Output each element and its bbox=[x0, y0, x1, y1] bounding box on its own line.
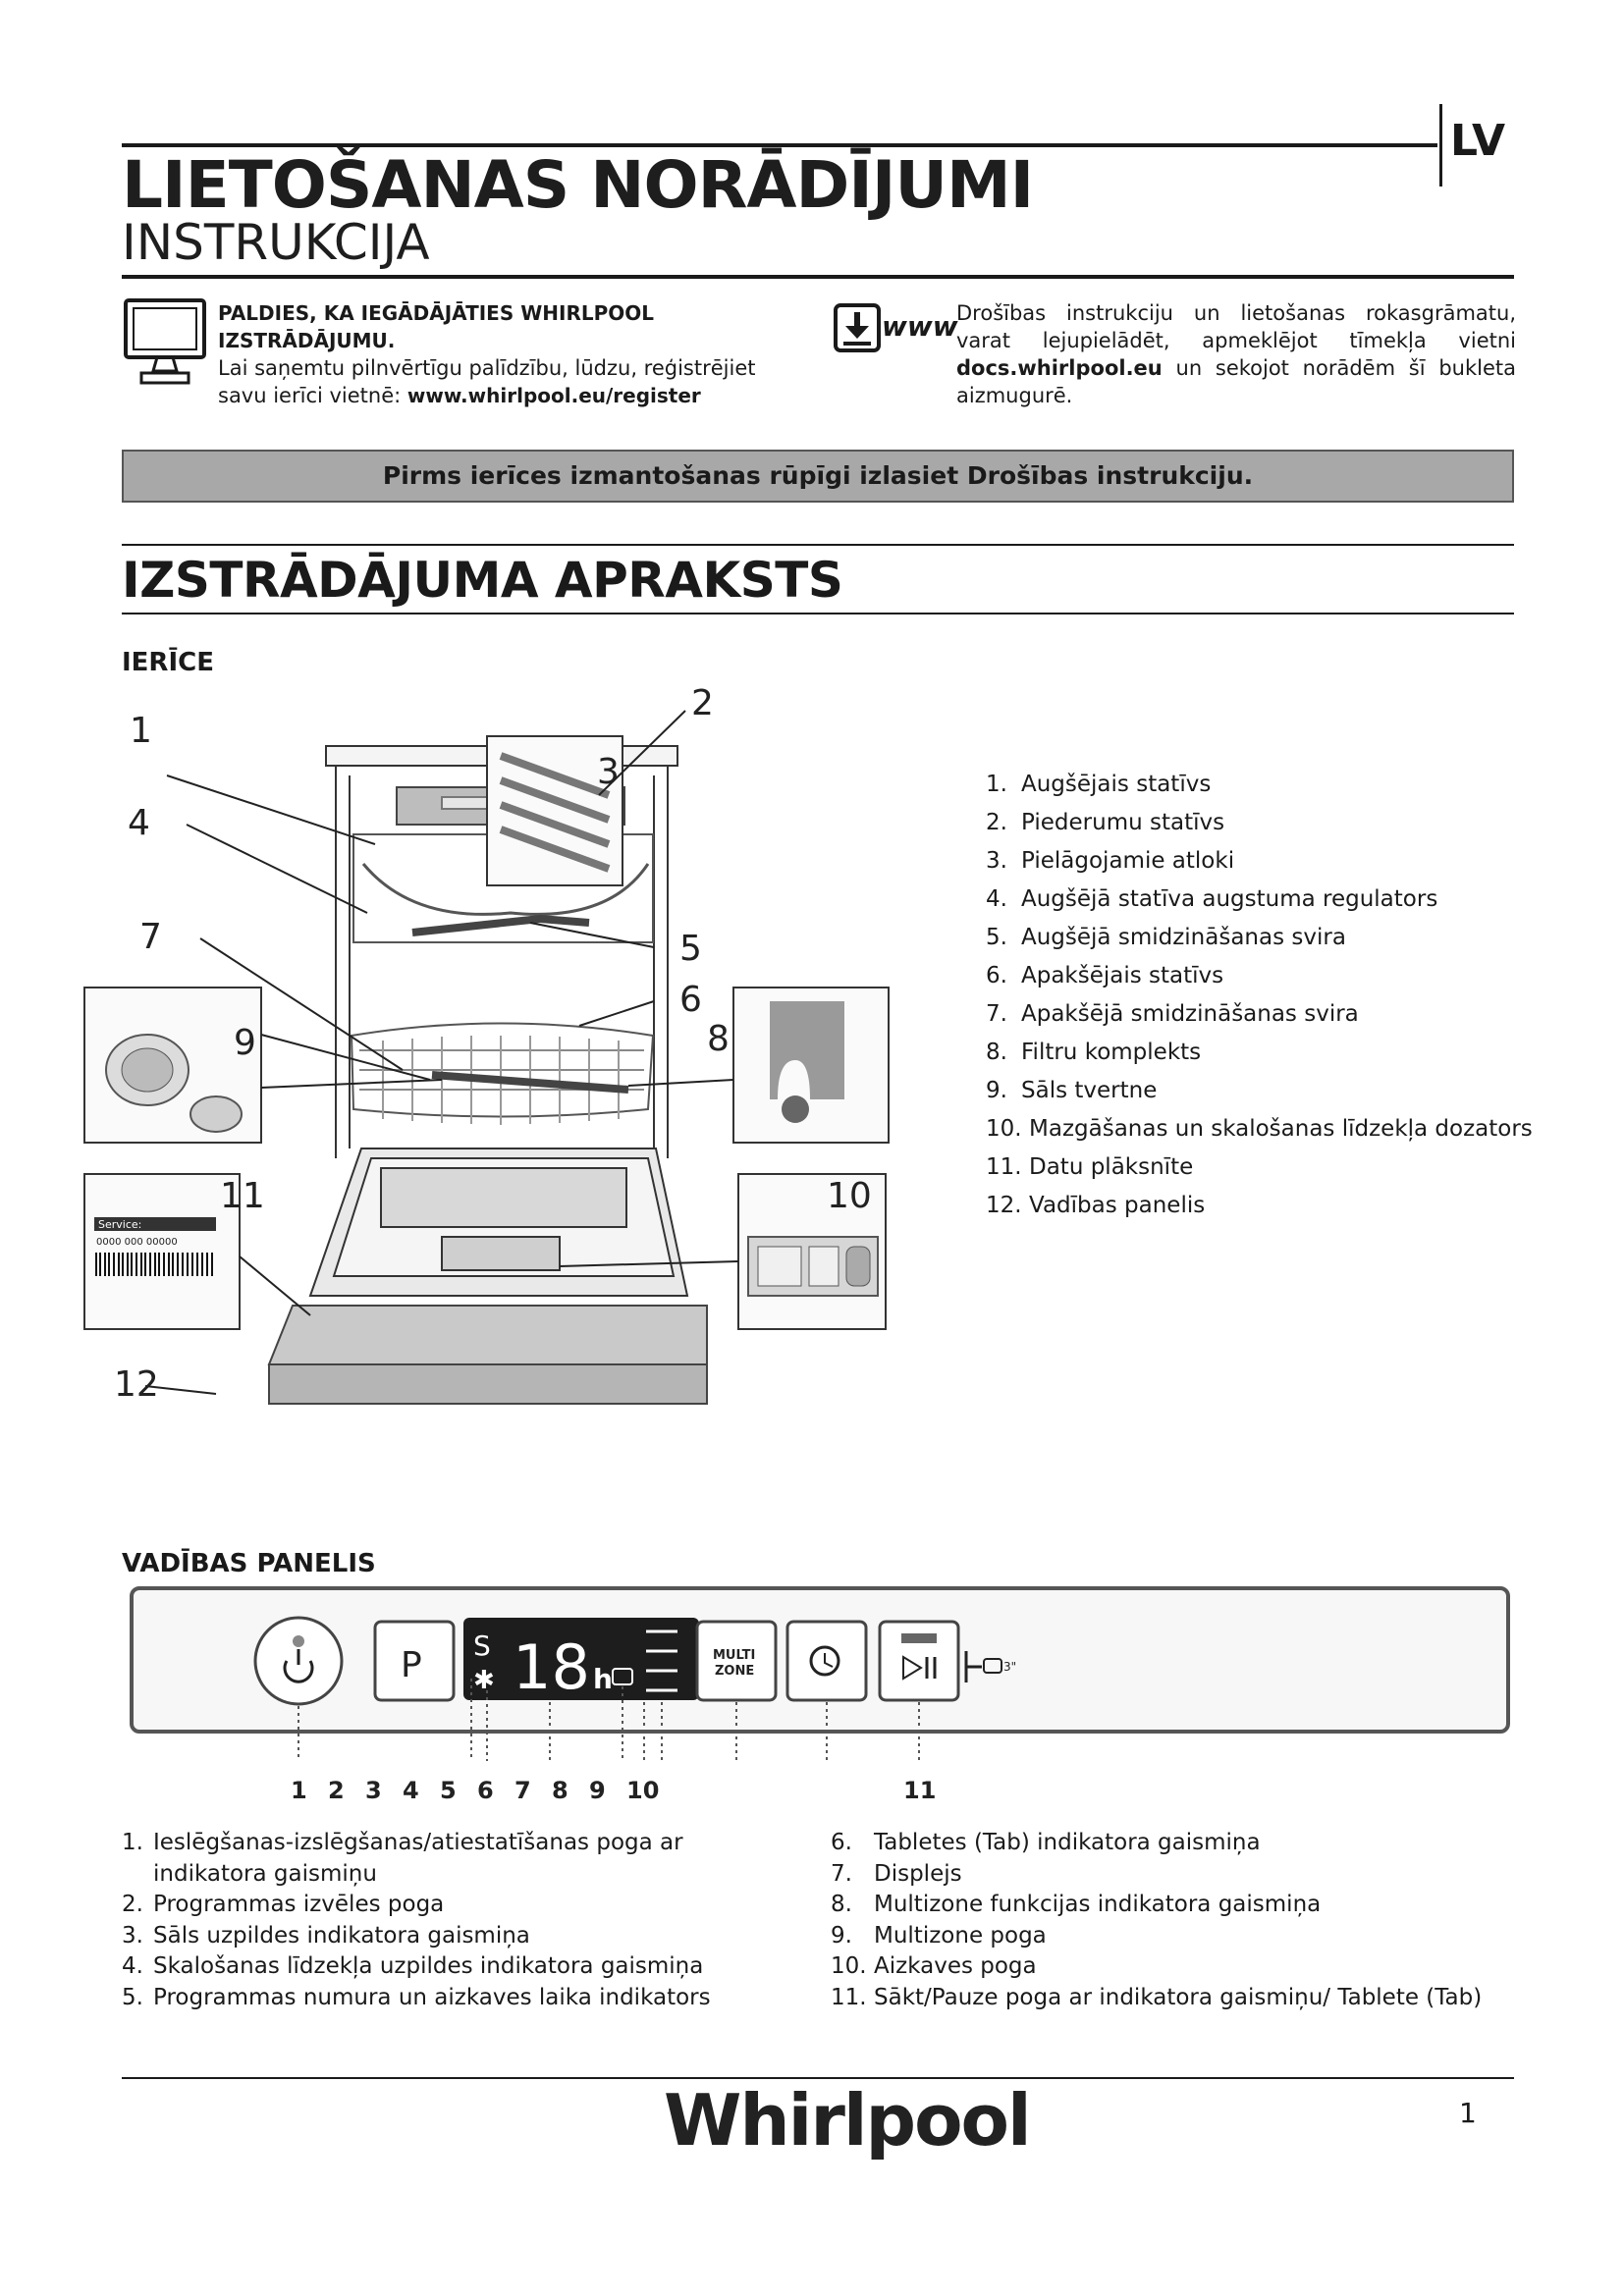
lang-divider bbox=[1439, 104, 1442, 187]
rating-plate-service-label: Service: bbox=[98, 1218, 142, 1231]
list-item: 3. Sāls uzpildes indikatora gaismiņa bbox=[122, 1922, 530, 1949]
list-item: 6. Apakšējais statīvs bbox=[986, 963, 1224, 988]
panel-list-right bbox=[831, 1828, 1518, 2013]
panel-list-left bbox=[122, 1828, 789, 2013]
callout-12: 12 bbox=[114, 1364, 159, 1405]
list-item: 1. Ieslēgšanas-izslēgšanas/atiestatīšanas poga ar indikatora gaismiņu bbox=[122, 1830, 683, 1887]
panel-callout-7: 7 bbox=[514, 1777, 531, 1804]
list-item: 1. Augšējais statīvs bbox=[986, 772, 1212, 797]
list-item: 12. Vadības panelis bbox=[986, 1193, 1206, 1218]
docs-info bbox=[956, 299, 1516, 409]
tab-hint-label: 3" bbox=[1003, 1660, 1017, 1674]
registration-text: Lai saņemtu pilnvērtīgu palīdzību, lūdzu, reģistrējiet savu ierīci vietnē: bbox=[218, 356, 756, 407]
list-item: 4. Augšējā statīva augstuma regulators bbox=[986, 886, 1438, 912]
computer-icon bbox=[122, 296, 208, 387]
download-icon bbox=[833, 302, 882, 353]
registration-heading: PALDIES, KA IEGĀDĀJĀTIES WHIRLPOOL IZSTRĀDĀJUMU. bbox=[218, 301, 655, 352]
list-item: 2. Programmas izvēles poga bbox=[122, 1892, 445, 1917]
list-item: 5. Programmas numura un aizkaves laika indikators bbox=[122, 1984, 711, 2010]
safety-banner: Pirms ierīces izmantošanas rūpīgi izlasiet Drošības instrukciju. bbox=[122, 450, 1514, 503]
list-item: 7. Displejs bbox=[831, 1860, 962, 1887]
start-pause-button[interactable] bbox=[880, 1622, 958, 1700]
www-label: www bbox=[882, 310, 958, 343]
panel-callout-1: 1 bbox=[291, 1777, 307, 1804]
list-item: 8. Filtru komplekts bbox=[986, 1040, 1202, 1065]
list-item: 6. Tabletes (Tab) indikatora gaismiņa bbox=[831, 1830, 1261, 1855]
list-item: 4. Skalošanas līdzekļa uzpildes indikatora gaismiņa bbox=[122, 1953, 704, 1979]
panel-callout-4: 4 bbox=[403, 1777, 419, 1804]
list-item: 2. Piederumu statīvs bbox=[986, 810, 1225, 835]
section-title: IZSTRĀDĀJUMA APRAKSTS bbox=[122, 552, 843, 609]
panel-callout-6: 6 bbox=[477, 1777, 494, 1804]
display bbox=[463, 1618, 699, 1703]
page-subtitle: INSTRUKCIJA bbox=[122, 214, 430, 271]
multizone-button[interactable] bbox=[697, 1622, 776, 1700]
panel-callout-10: 10 bbox=[626, 1777, 660, 1804]
rinse-aid-indicator-icon: ✱ bbox=[473, 1666, 495, 1695]
panel-callout-2: 2 bbox=[328, 1777, 345, 1804]
callout-5: 5 bbox=[679, 929, 702, 969]
program-button[interactable] bbox=[375, 1622, 454, 1700]
callout-1: 1 bbox=[130, 711, 152, 751]
list-item: 8. Multizone funkcijas indikatora gaismiņa bbox=[831, 1892, 1322, 1917]
registration-info bbox=[218, 299, 807, 409]
registration-link[interactable]: www.whirlpool.eu/register bbox=[406, 384, 701, 407]
list-item: 11. Datu plāksnīte bbox=[986, 1154, 1194, 1180]
salt-container-inset bbox=[84, 988, 261, 1143]
docs-text-1: Drošības instrukciju un lietošanas rokasgrāmatu, varat lejupielādēt, apmeklējot tīmekļa vietni bbox=[956, 301, 1516, 352]
callout-6: 6 bbox=[679, 980, 702, 1020]
callout-7: 7 bbox=[139, 917, 162, 957]
device-heading: IERĪCE bbox=[122, 648, 214, 677]
page-title: LIETOŠANAS NORĀDĪJUMI bbox=[122, 147, 1034, 223]
parts-list bbox=[986, 766, 1533, 1225]
rating-plate-inset bbox=[84, 1174, 240, 1329]
list-item: 3. Pielāgojamie atloki bbox=[986, 848, 1235, 874]
display-digits: 18 bbox=[513, 1631, 590, 1703]
program-button-label: P bbox=[401, 1645, 422, 1685]
callout-2: 2 bbox=[691, 683, 714, 723]
brand-logo: Whirlpool bbox=[664, 2079, 1030, 2162]
panel-callout-8: 8 bbox=[552, 1777, 568, 1804]
multizone-label-1: MULTI bbox=[713, 1648, 756, 1663]
list-item: 11. Sākt/Pauze poga ar indikatora gaismiņu/ Tablete (Tab) bbox=[831, 1984, 1483, 2010]
section-bottom-rule bbox=[122, 613, 1514, 614]
rating-plate-service-code: 0000 000 00000 bbox=[96, 1237, 178, 1248]
display-hour-unit: h bbox=[593, 1663, 613, 1695]
callout-11: 11 bbox=[220, 1176, 265, 1216]
filter-assembly-inset bbox=[733, 988, 889, 1143]
list-item: 9. Multizone poga bbox=[831, 1922, 1047, 1949]
callout-10: 10 bbox=[827, 1176, 872, 1216]
header-bottom-rule bbox=[122, 275, 1514, 279]
list-item: 7. Apakšējā smidzināšanas svira bbox=[986, 1001, 1359, 1027]
list-item: 10. Mazgāšanas un skalošanas līdzekļa dozators bbox=[986, 1116, 1533, 1142]
callout-9: 9 bbox=[234, 1023, 256, 1063]
salt-indicator-icon: S bbox=[473, 1629, 491, 1662]
panel-callout-9: 9 bbox=[589, 1777, 606, 1804]
multizone-label-2: ZONE bbox=[715, 1664, 755, 1679]
dishwasher-diagram bbox=[96, 683, 884, 1414]
control-panel-diagram bbox=[128, 1584, 1522, 1802]
callout-4: 4 bbox=[128, 803, 150, 843]
callout-8: 8 bbox=[707, 1019, 730, 1059]
delay-button[interactable] bbox=[787, 1622, 866, 1700]
list-item: 10. Aizkaves poga bbox=[831, 1953, 1037, 1979]
section-top-rule bbox=[122, 544, 1514, 546]
panel-callout-5: 5 bbox=[440, 1777, 457, 1804]
power-button[interactable] bbox=[255, 1618, 342, 1704]
page-number: 1 bbox=[1459, 2097, 1477, 2129]
docs-text-2: un sekojot norādēm šī bukleta aizmugurē. bbox=[956, 356, 1516, 407]
control-panel-heading: VADĪBAS PANELIS bbox=[122, 1549, 376, 1578]
list-item: 9. Sāls tvertne bbox=[986, 1078, 1158, 1103]
callout-3: 3 bbox=[597, 752, 620, 792]
panel-callout-11: 11 bbox=[903, 1777, 937, 1804]
docs-link[interactable]: docs.whirlpool.eu bbox=[956, 356, 1163, 380]
language-code: LV bbox=[1450, 116, 1506, 166]
list-item: 5. Augšējā smidzināšanas svira bbox=[986, 925, 1346, 950]
panel-callout-3: 3 bbox=[365, 1777, 382, 1804]
